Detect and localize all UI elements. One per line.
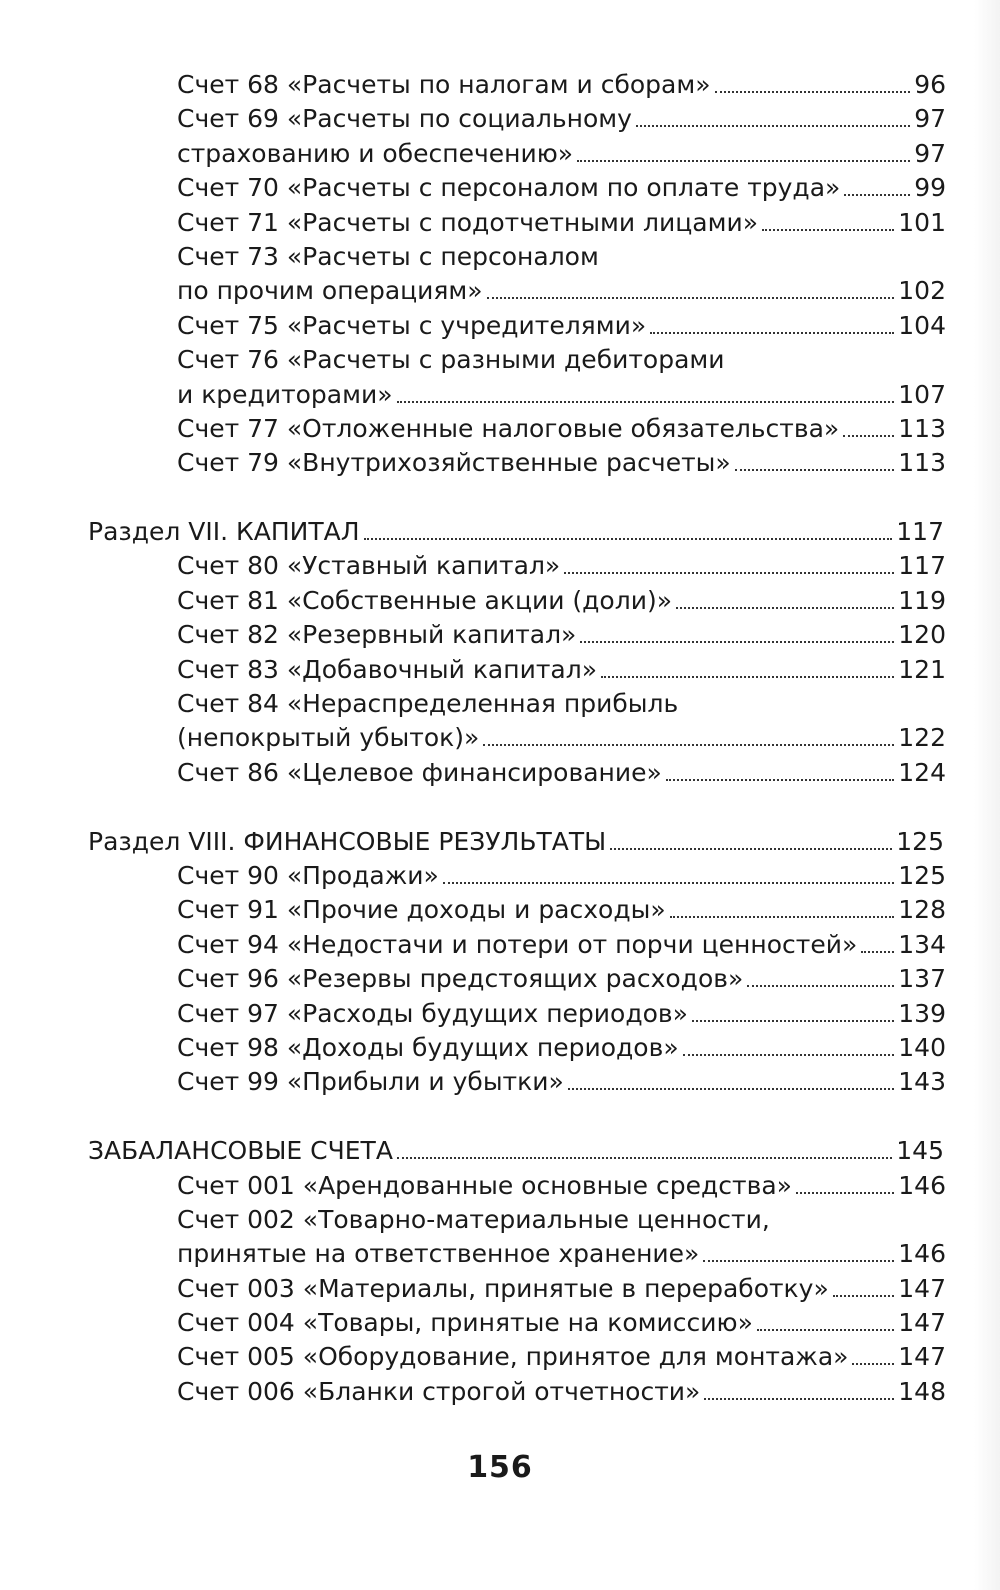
toc-page-number: 121 — [898, 654, 946, 684]
toc-entry-title: Раздел VIII. ФИНАНСОВЫЕ РЕЗУЛЬТАТЫ — [88, 826, 607, 856]
toc-entry — [0, 137, 946, 171]
toc-page-number: 146 — [898, 1239, 946, 1269]
toc-page-number: 122 — [898, 723, 946, 753]
toc-entry-title: Счет 68 «Расчеты по налогам и сборам» — [177, 70, 711, 99]
toc-page-number: 140 — [898, 1032, 946, 1062]
toc-entry-title: Счет 83 «Добавочный капитал» — [177, 654, 597, 684]
toc-entry — [0, 1031, 946, 1065]
toc-entry-title: Счет 001 «Арендованные основные средства» — [177, 1170, 792, 1200]
dot-leader — [683, 1054, 895, 1056]
table-of-contents — [0, 68, 1000, 1409]
section-spacer — [0, 1100, 1000, 1134]
toc-entry — [0, 997, 946, 1031]
section-spacer — [0, 481, 1000, 515]
toc-page-number: 117 — [898, 551, 946, 581]
dot-leader — [577, 160, 910, 162]
dot-leader — [483, 744, 894, 746]
toc-entry — [0, 721, 946, 755]
toc-entry — [0, 687, 946, 721]
toc-page-number: 120 — [898, 620, 946, 650]
toc-entry-title: Счет 77 «Отложенные налоговые обязательства» — [177, 413, 840, 443]
toc-page-number: 147 — [898, 1342, 946, 1372]
dot-leader — [833, 1295, 895, 1297]
toc-entry-title: Счет 004 «Товары, принятые на комиссию» — [177, 1308, 753, 1338]
toc-entry — [0, 206, 946, 240]
toc-page-number: 101 — [898, 207, 946, 237]
toc-page-number: 104 — [898, 310, 946, 340]
section-spacer — [0, 790, 1000, 824]
toc-entry-title: Счет 002 «Товарно-материальные ценности, — [177, 1204, 770, 1234]
toc-entry — [0, 584, 946, 618]
page-edge-shadow — [974, 0, 1000, 1590]
toc-entry-title: (непокрытый убыток)» — [177, 723, 480, 753]
toc-entry — [0, 240, 946, 274]
dot-leader — [487, 297, 895, 299]
dot-leader — [843, 435, 894, 437]
dot-leader — [650, 332, 894, 334]
dot-leader — [568, 1088, 895, 1090]
toc-page-number: 102 — [898, 276, 946, 306]
toc-entry-title: Счет 99 «Прибыли и убытки» — [177, 1067, 564, 1097]
toc-entry-title: ЗАБАЛАНСОВЫЕ СЧЕТА — [88, 1136, 393, 1166]
toc-entry-title: Счет 71 «Расчеты с подотчетными лицами» — [177, 207, 759, 237]
dot-leader — [861, 951, 894, 953]
toc-entry-title: Счет 75 «Расчеты с учредителями» — [177, 310, 647, 340]
toc-page-number: 143 — [898, 1067, 946, 1097]
dot-leader — [580, 641, 894, 643]
dot-leader — [397, 401, 895, 403]
toc-page-number: 125 — [896, 826, 944, 856]
toc-entry-title: по прочим операциям» — [177, 276, 483, 306]
dot-leader — [610, 848, 892, 850]
toc-entry-title: Счет 91 «Прочие доходы и расходы» — [177, 895, 666, 925]
toc-entry-title: Счет 005 «Оборудование, принятое для монтажа» — [177, 1342, 849, 1372]
toc-entry — [0, 1203, 946, 1237]
toc-entry-title: Счет 003 «Материалы, принятые в переработку» — [177, 1273, 829, 1303]
toc-page-number: 137 — [898, 964, 946, 994]
toc-page-number: 97 — [914, 104, 946, 134]
toc-entry-title: Счет 79 «Внутрихозяйственные расчеты» — [177, 448, 731, 478]
dot-leader — [735, 469, 895, 471]
toc-entry — [0, 68, 946, 102]
toc-entry — [0, 171, 946, 205]
toc-entry — [0, 653, 946, 687]
toc-page-number: 97 — [914, 138, 946, 168]
toc-entry-title: Счет 70 «Расчеты с персоналом по оплате труда» — [177, 173, 841, 203]
toc-entry — [0, 309, 946, 343]
toc-page-number: 128 — [898, 895, 946, 925]
toc-section-heading — [0, 1134, 944, 1168]
toc-entry — [0, 928, 946, 962]
toc-page-number: 147 — [898, 1308, 946, 1338]
dot-leader — [676, 607, 894, 609]
dot-leader — [666, 779, 894, 781]
toc-entry — [0, 378, 946, 412]
toc-entry-title: Счет 94 «Недостачи и потери от порчи ценностей» — [177, 929, 858, 959]
toc-entry — [0, 859, 946, 893]
dot-leader — [364, 538, 893, 540]
toc-page-number: 113 — [898, 448, 946, 478]
dot-leader — [757, 1329, 894, 1331]
toc-section-heading — [0, 515, 944, 549]
dot-leader — [844, 194, 910, 196]
dot-leader — [397, 1157, 892, 1159]
toc-entry — [0, 962, 946, 996]
toc-entry — [0, 1272, 946, 1306]
toc-entry-title: и кредиторами» — [177, 379, 393, 409]
toc-entry — [0, 1237, 946, 1271]
toc-page-number: 125 — [898, 860, 946, 890]
toc-entry — [0, 756, 946, 790]
toc-page-number: 107 — [898, 379, 946, 409]
dot-leader — [715, 91, 911, 93]
toc-page-number: 124 — [898, 757, 946, 787]
toc-entry-title: принятые на ответственное хранение» — [177, 1239, 700, 1269]
dot-leader — [692, 1020, 894, 1022]
toc-entry-title: Счет 76 «Расчеты с разными дебиторами — [177, 345, 725, 375]
toc-page-number: 113 — [898, 413, 946, 443]
toc-entry — [0, 1340, 946, 1374]
dot-leader — [704, 1398, 894, 1400]
toc-entry-title: Счет 98 «Доходы будущих периодов» — [177, 1032, 679, 1062]
toc-page-number: 99 — [914, 173, 946, 203]
toc-entry-title: Счет 96 «Резервы предстоящих расходов» — [177, 964, 744, 994]
toc-entry — [0, 893, 946, 927]
dot-leader — [796, 1192, 894, 1194]
toc-page-number: 139 — [898, 998, 946, 1028]
page-number: 156 — [467, 1450, 533, 1485]
toc-entry-title: Счет 80 «Уставный капитал» — [177, 551, 561, 581]
toc-entry-title: Счет 006 «Бланки строгой отчетности» — [177, 1376, 701, 1406]
toc-entry-title: Счет 69 «Расчеты по социальному — [177, 104, 632, 134]
toc-entry — [0, 1169, 946, 1203]
toc-entry — [0, 1375, 946, 1409]
toc-entry-title: страхованию и обеспечению» — [177, 138, 574, 168]
toc-page-number: 147 — [898, 1273, 946, 1303]
toc-entry-title: Раздел VII. КАПИТАЛ — [88, 517, 360, 547]
dot-leader — [601, 676, 894, 678]
dot-leader — [636, 125, 910, 127]
dot-leader — [852, 1363, 894, 1365]
toc-entry-title: Счет 73 «Расчеты с персоналом — [177, 241, 599, 271]
toc-entry-title: Счет 84 «Нераспределенная прибыль — [177, 689, 679, 719]
toc-entry — [0, 412, 946, 446]
toc-entry-title: Счет 86 «Целевое финансирование» — [177, 757, 662, 787]
toc-page-number: 145 — [896, 1136, 944, 1166]
toc-section-heading — [0, 825, 944, 859]
toc-entry — [0, 1065, 946, 1099]
toc-entry-title: Счет 97 «Расходы будущих периодов» — [177, 998, 688, 1028]
toc-page-number: 117 — [896, 517, 944, 547]
dot-leader — [443, 882, 894, 884]
toc-page-number: 148 — [898, 1376, 946, 1406]
dot-leader — [762, 229, 894, 231]
toc-entry-title: Счет 81 «Собственные акции (доли)» — [177, 585, 673, 615]
toc-entry — [0, 343, 946, 377]
toc-page-number: 134 — [898, 929, 946, 959]
toc-entry — [0, 102, 946, 136]
dot-leader — [564, 572, 894, 574]
toc-entry — [0, 618, 946, 652]
toc-entry — [0, 549, 946, 583]
toc-page-number: 119 — [898, 585, 946, 615]
toc-entry — [0, 446, 946, 480]
toc-page-number: 96 — [914, 70, 946, 99]
dot-leader — [703, 1260, 894, 1262]
toc-entry — [0, 1306, 946, 1340]
toc-entry-title: Счет 90 «Продажи» — [177, 860, 439, 890]
dot-leader — [670, 916, 895, 918]
toc-page-number: 146 — [898, 1170, 946, 1200]
toc-entry-title: Счет 82 «Резервный капитал» — [177, 620, 577, 650]
dot-leader — [747, 985, 894, 987]
toc-entry — [0, 274, 946, 308]
